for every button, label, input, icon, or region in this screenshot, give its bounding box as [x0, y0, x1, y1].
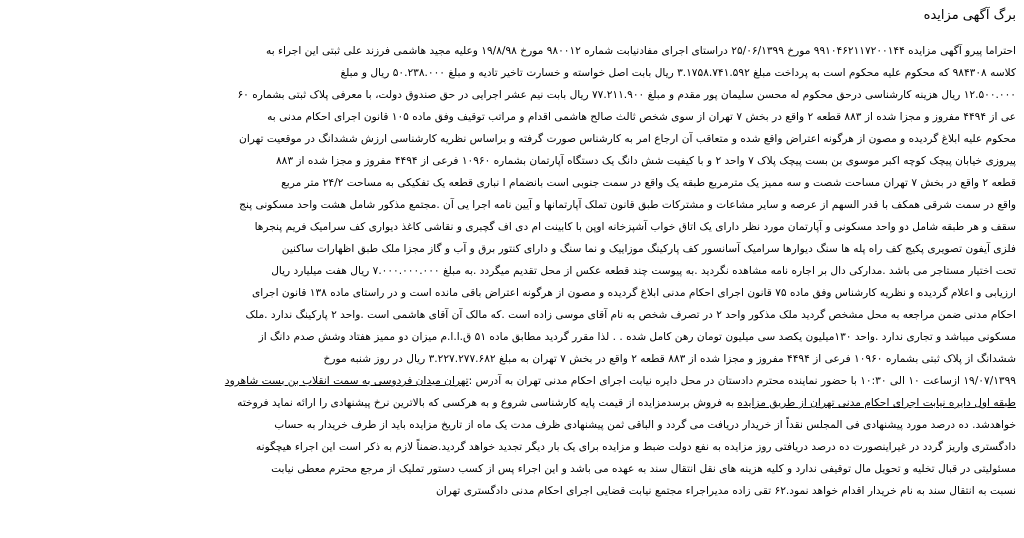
text-line-18: خواهدشد. ده درصد مورد پیشنهادی فی المجلس نقداً از خریدار دریافت می گردد و الباقی ثمن پیشنهادی ظرف مدت یک ماه از تاریخ مزایده باید از طرف خریدار به حساب: [274, 419, 1016, 431]
text-line-3: ۱۲.۵۰۰.۰۰۰ ریال هزینه کارشناسی درحق محکوم له محسن سلیمان پور مقدم و مبلغ ۷۷.۲۱۱.۹۰۰ ریال بابت نیم عشر اجرایی در حق صندوق دولت، با معرفی پلاک ثبتی بشماره ۶۰: [237, 89, 1016, 101]
text-line-17: طبقه اول دایره نیابت اجرای احکام مدنی تهران از طریق مزایده به فروش برسدمزایده از قیمت پایه کارشناسی شروع و به هرکسی که بالاترین نرخ پیشنهادی را ارائه نماید فروخته: [237, 397, 1016, 409]
text-line-15: ششدانگ از پلاک ثبتی بشماره ۱۰۹۶۰ فرعی از ۴۴۹۴ مفروز و مجزا شده از ۸۸۳ قطعه ۲ واقع در بخش ۷ تهران به مبلغ ۳.۲۲۷.۲۷۷.۶۸۲ ریال در روز شنبه مورخ: [323, 353, 1016, 365]
text-line-6: پیروزی خیابان پیچک کوچه اکبر موسوی بن بست پیچک پلاک ۷ واحد ۲ و با کیفیت شش دانگ یک دستگاه آپارتمان بشماره ۱۰۹۶۰ فرعی از ۴۴۹۴ مفروز و مجزا شده از ۸۸۳: [275, 155, 1016, 167]
title-spacer: [6, 26, 1016, 40]
notice-title: برگ آگهی مزایده: [923, 8, 1016, 23]
text-line-21: نسبت به انتقال سند به نام خریدار اقدام خواهد نمود.۶۲ تقی زاده مدیراجراء مجتمع نیابت قضایی اجرای احکام مدنی دادگستری تهران: [435, 485, 1016, 497]
text-line-5: محکوم علیه ابلاغ گردیده و مصون از هرگونه اعتراض واقع شده و متعاقب آن ارجاع امر به کارشناس صورت گرفته و براساس نظریه کارشناسی ارزش ششدانگ در موقعیت تهران: [239, 133, 1016, 145]
text-line-9: سقف و هر طبقه شامل دو واحد مسکونی و آپارتمان مورد نظر دارای یک اتاق خواب آشپزخانه اوپن با کابینت ام دی اف گچبری و نقاشی کاغذ دیواری کف سرامیک فریم پنجرها: [254, 221, 1016, 233]
text-line-14: مسکونی میباشد و تجاری ندارد .واحد ۱۳۰میلیون یکصد سی میلیون تومان رهن کامل شده . . لذا مقرر گردید مطابق ماده ۵۱ ق.ا.ا.م میزان دو ممیز هفتاد وشش صدم دانگ از: [258, 331, 1016, 343]
text-line-10: فلزی آیفون تصویری پکیج کف راه پله ها سنگ دیوارها سرامیک آسانسور کف پارکینگ موزاییک و نما سنگ و دارای کنتور برق و آب و گاز مجزا ملک طبق اظهارات ساکنین: [281, 243, 1016, 255]
text-line-1: احتراما پیرو آگهی مزایده ۹۹۱۰۴۶۲۱۱۷۲۰۰۱۴۴ مورخ ۲۵/۰۶/۱۳۹۹ دراستای اجرای مفادنیابت شماره ۹۸۰۰۱۲ مورخ ۱۹/۸/۹۸ وعلیه مجید هاشمی فرزند علی ثبتی این اجراء به: [266, 45, 1016, 57]
underlined-auction-location: طبقه اول دایره نیابت اجرای احکام مدنی تهران از طریق مزایده: [737, 397, 1016, 409]
text-line-19: دادگستری واریز گردد در غیراینصورت ده درصد دریافتی روز مزایده به نفع دولت ضبط و مزایده برای یک بار دیگر تجدید خواهد گردید.ضمناً لازم به ذکر است این اجراء هیچگونه: [255, 441, 1016, 453]
text-line-4: عی از ۴۴۹۴ مفروز و مجزا شده از ۸۸۳ قطعه ۲ واقع در بخش ۷ تهران از سوی شخص ثالث صالح هاشمی اقدام و مراتب توقیف وفق ماده ۱۰۵ قانون اجرای احکام مدنی به: [267, 111, 1016, 123]
text-line-13: احکام مدنی ضمن مراجعه به محل مشخص گردید ملک مذکور واحد ۲ در تصرف شخص به نام آقای موسی زاده است .که مالک آن آقای هاشمی است .واحد ۲ پارکینگ ندارد .ملک: [245, 309, 1016, 321]
text-line-2: کلاسه ۹۸۴۳۰۸ که محکوم علیه محکوم است به پرداخت مبلغ ۳.۱۷۵۸.۷۴۱.۵۹۲ ریال بابت اصل خواسته و خسارت تاخیر تادیه و مبلغ ۵۰.۲۳۸.۰۰۰ ریال و مبلغ: [340, 67, 1016, 79]
text-line-7: قطعه ۲ واقع در بخش ۷ تهران مساحت شصت و سه ممیز یک مترمربع طبقه یک واقع در سمت جنوبی است بانضمام ا نباری قطعه یک تفکیکی به مساحت ۲۴/۲ متر مربع: [281, 177, 1016, 189]
text-line-8: واقع در سمت شرقی همکف با قدر السهم از عرصه و سایر مشاعات و مشترکات طبق قانون تملک آپارتمانها و آیین نامه اجرا یی آن .مجتمع مذکور شامل هشت واحد مسکونی پنج: [239, 199, 1016, 211]
text-line-20: مسئولیتی در قبال تخلیه و تحویل مال توقیفی ندارد و کلیه هزینه های نقل انتقال سند به عهده می باشد و این اجراء پس از کسب دستور تملیک از مرجع محترم معطی نیابت: [271, 463, 1016, 475]
text-line-16: ۱۹/۰۷/۱۳۹۹ ازساعت ۱۰ الی ۱۰:۳۰ با حضور نماینده محترم دادستان در محل دایره نیابت اجرای احکام مدنی تهران به آدرس :تهران میدان فردوسی به سمت انقلاب بن بست شاهرود: [224, 375, 1016, 387]
underlined-address: تهران میدان فردوسی به سمت انقلاب بن بست شاهرود: [224, 375, 469, 387]
text-line-12: ارزیابی و اعلام گردیده و نظریه کارشناس وفق ماده ۷۵ قانون اجرای احکام مدنی ابلاغ گردیده و مصون از هرگونه اعتراض باقی مانده است و در راستای ماده ۱۳۸ قانون اجرای: [251, 287, 1016, 299]
text-line-11: تحت اختیار مستاجر می باشد .مدارکی دال بر اجاره نامه مشاهده نگردید .به پیوست چند قطعه عکس از محل تقدیم میگردد .به مبلغ ۷.۰۰۰.۰۰۰.۰۰۰ ریال هفت میلیارد ریال: [271, 265, 1016, 277]
